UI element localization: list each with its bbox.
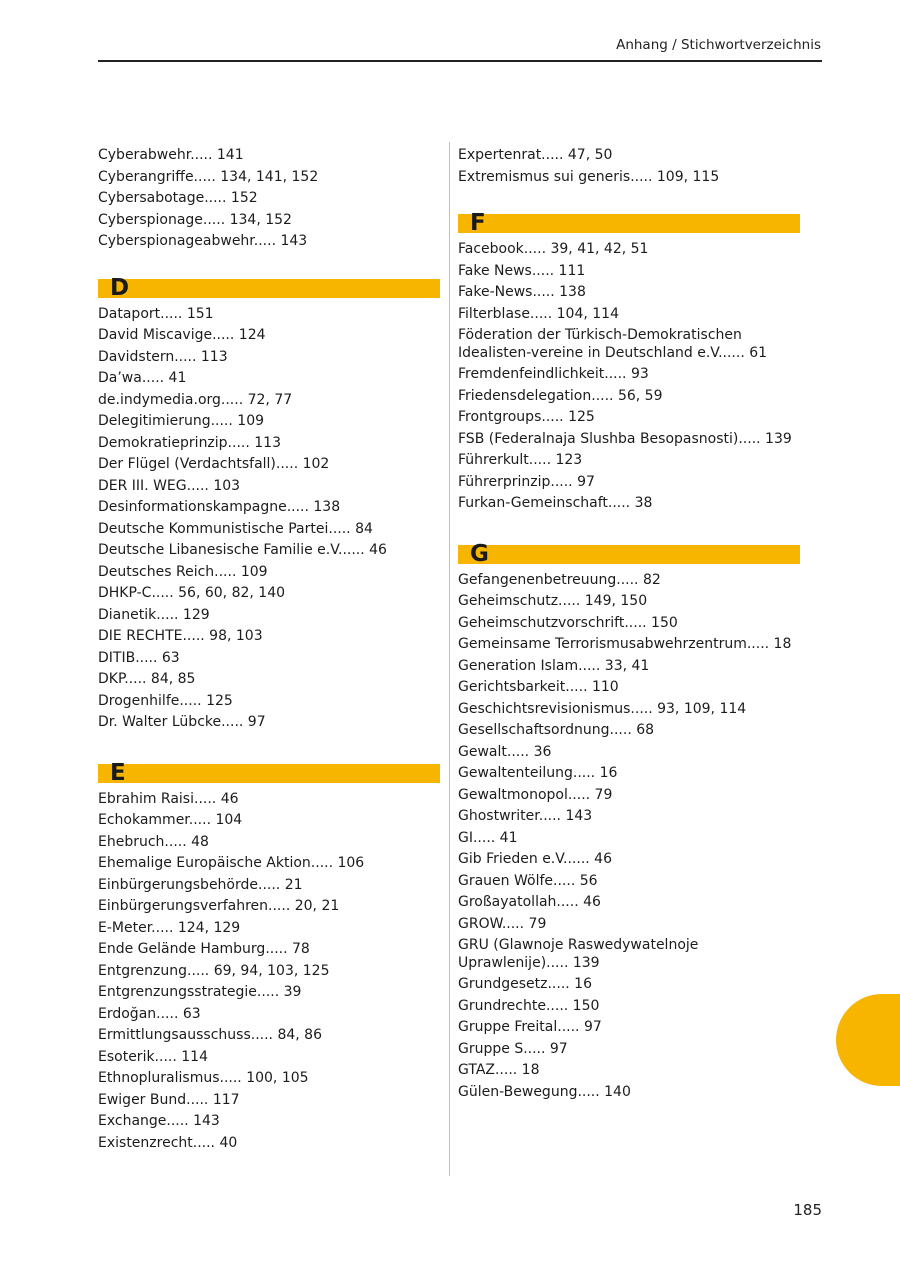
index-column-right <box>458 145 800 1103</box>
index-entry: Einbürgerungsverfahren..... 20, 21 <box>98 898 340 914</box>
index-entry: Ewiger Bund..... 117 <box>98 1091 240 1108</box>
column-divider <box>449 142 450 1176</box>
index-entry: Föderation der Türkisch-Demokratischen Idealisten-vereine in Deutschland e.V...... 61 <box>458 327 768 361</box>
index-entry: Gerichtsbarkeit..... 110 <box>458 679 619 695</box>
index-entry: GI..... 41 <box>458 829 518 846</box>
index-entry: Ehebruch..... 48 <box>98 833 209 850</box>
index-entry: Expertenrat..... 47, 50 <box>458 147 613 163</box>
page-number: 185 <box>793 1201 822 1219</box>
index-entry: Grundrechte..... 150 <box>458 997 600 1014</box>
index-entry: Geheimschutz..... 149, 150 <box>458 593 648 609</box>
index-entry: Ebrahim Raisi..... 46 <box>98 790 239 807</box>
index-group-e-continued <box>458 145 800 188</box>
index-entry: GROW..... 79 <box>458 915 547 932</box>
index-entry: Dianetik..... 129 <box>98 606 210 623</box>
index-entry: Extremismus sui generis..... 109, 115 <box>458 168 720 185</box>
index-group-c <box>98 145 440 253</box>
index-entry: Fremdenfeindlichkeit..... 93 <box>458 366 649 382</box>
index-entry: Entgrenzungsstrategie..... 39 <box>98 984 302 1000</box>
index-entry: Desinformationskampagne..... 138 <box>98 499 341 515</box>
index-entry: Echokammer..... 104 <box>98 812 243 828</box>
index-entry: Furkan-Gemeinschaft..... 38 <box>458 495 653 511</box>
index-entry: Ethnopluralismus..... 100, 105 <box>98 1070 309 1086</box>
section-letter: F <box>470 210 486 236</box>
index-entry: DIE RECHTE..... 98, 103 <box>98 628 263 644</box>
index-group-e <box>98 789 440 1155</box>
index-entry: Geschichtsrevisionismus..... 93, 109, 114 <box>458 700 747 717</box>
index-entry: Demokratieprinzip..... 113 <box>98 434 281 451</box>
index-entry: Dataport..... 151 <box>98 305 214 322</box>
index-column-left <box>98 145 440 1154</box>
section-letter: E <box>110 759 126 786</box>
section-letter: D <box>110 274 130 301</box>
index-entry: Gülen-Bewegung..... 140 <box>458 1083 631 1100</box>
index-entry: Deutsche Libanesische Familie e.V...... 46 <box>98 542 387 558</box>
section-header-f <box>458 210 800 236</box>
index-entry: Cyberspionage..... 134, 152 <box>98 211 292 228</box>
index-entry: Davidstern..... 113 <box>98 348 228 365</box>
index-entry: Filterblase..... 104, 114 <box>458 305 619 322</box>
index-entry: Erdoğan..... 63 <box>98 1005 201 1022</box>
index-entry: Deutsches Reich..... 109 <box>98 563 268 580</box>
index-entry: Entgrenzung..... 69, 94, 103, 125 <box>98 962 330 979</box>
chapter-thumb-tab <box>836 994 900 1086</box>
running-header: Anhang / Stichwortverzeichnis <box>616 37 821 53</box>
index-entry: Fake-News..... 138 <box>458 284 586 300</box>
index-entry: Geheimschutzvorschrift..... 150 <box>458 614 678 631</box>
section-header-d <box>98 274 440 301</box>
index-entry: Gewalt..... 36 <box>458 743 552 760</box>
index-entry: Friedensdelegation..... 56, 59 <box>458 387 663 404</box>
index-entry: Grauen Wölfe..... 56 <box>458 872 598 889</box>
index-entry: Ende Gelände Hamburg..... 78 <box>98 941 310 957</box>
index-entry: Grundgesetz..... 16 <box>458 976 592 992</box>
index-entry: Cyberangriffe..... 134, 141, 152 <box>98 168 319 185</box>
index-entry: Cyberabwehr..... 141 <box>98 147 244 163</box>
index-entry: Gefangenenbetreuung..... 82 <box>458 571 661 588</box>
index-entry: Führerkult..... 123 <box>458 452 583 468</box>
index-entry: FSB (Federalnaja Slushba Besopasnosti)..... 139 <box>458 430 792 447</box>
section-header-g <box>458 540 800 567</box>
index-entry: Generation Islam..... 33, 41 <box>458 657 650 674</box>
index-entry: Gewaltmonopol..... 79 <box>458 786 613 803</box>
index-group-g <box>458 570 800 1104</box>
index-entry: GRU (Glawnoje Raswedywatelnoje Uprawlenije)..... 139 <box>458 937 699 971</box>
index-entry: Deutsche Kommunistische Partei..... 84 <box>98 520 373 537</box>
index-entry: David Miscavige..... 124 <box>98 327 266 343</box>
index-entry: Exchange..... 143 <box>98 1113 220 1129</box>
section-letter: G <box>470 540 489 567</box>
index-entry: DKP..... 84, 85 <box>98 671 196 687</box>
index-entry: Großayatollah..... 46 <box>458 894 601 910</box>
index-entry: Dr. Walter Lübcke..... 97 <box>98 714 266 730</box>
index-entry: Frontgroups..... 125 <box>458 409 595 425</box>
index-entry: DHKP-C..... 56, 60, 82, 140 <box>98 585 286 601</box>
index-entry: Gib Frieden e.V...... 46 <box>458 851 612 867</box>
section-header-e <box>98 759 440 786</box>
index-entry: Führerprinzip..... 97 <box>458 473 595 490</box>
index-entry: Cyberspionageabwehr..... 143 <box>98 233 308 249</box>
index-entry: Facebook..... 39, 41, 42, 51 <box>458 241 649 257</box>
index-entry: GTAZ..... 18 <box>458 1062 540 1078</box>
index-entry: Ermittlungsausschuss..... 84, 86 <box>98 1027 322 1043</box>
index-group-f <box>458 239 800 515</box>
index-entry: Gemeinsame Terrorismusabwehrzentrum..... 18 <box>458 636 792 652</box>
index-entry: E-Meter..... 124, 129 <box>98 919 241 936</box>
index-entry: Fake News..... 111 <box>458 262 586 279</box>
index-entry: Gruppe S..... 97 <box>458 1040 568 1057</box>
index-entry: Der Flügel (Verdachtsfall)..... 102 <box>98 456 330 472</box>
index-entry: Esoterik..... 114 <box>98 1048 208 1065</box>
index-entry: Delegitimierung..... 109 <box>98 413 265 429</box>
header-rule <box>98 60 822 62</box>
index-entry: Einbürgerungsbehörde..... 21 <box>98 876 303 893</box>
index-entry: de.indymedia.org..... 72, 77 <box>98 391 293 408</box>
index-entry: DER III. WEG..... 103 <box>98 477 241 494</box>
index-entry: Drogenhilfe..... 125 <box>98 692 233 709</box>
index-entry: DITIB..... 63 <box>98 649 180 666</box>
index-entry: Gesellschaftsordnung..... 68 <box>458 722 655 738</box>
index-entry: Gewaltenteilung..... 16 <box>458 765 618 781</box>
index-entry: Ehemalige Europäische Aktion..... 106 <box>98 855 365 871</box>
index-entry: Da’wa..... 41 <box>98 370 187 386</box>
index-entry: Cybersabotage..... 152 <box>98 190 258 206</box>
index-entry: Gruppe Freital..... 97 <box>458 1019 602 1035</box>
index-entry: Existenzrecht..... 40 <box>98 1134 238 1151</box>
index-entry: Ghostwriter..... 143 <box>458 808 593 824</box>
index-group-d <box>98 304 440 734</box>
